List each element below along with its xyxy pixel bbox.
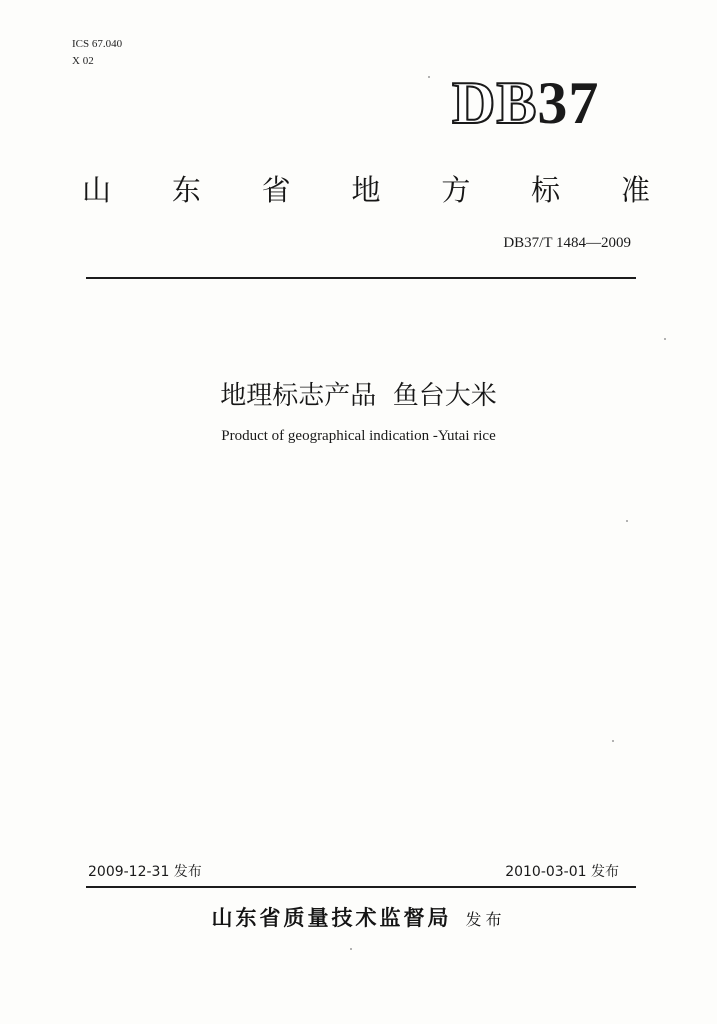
document-title-english: Product of geographical indication -Yutai rice	[221, 428, 496, 444]
standard-number: DB37/T 1484—2009	[503, 235, 631, 251]
bottom-divider	[86, 886, 636, 888]
ccs-code: X 02	[72, 55, 94, 67]
scan-speck	[612, 740, 614, 742]
top-divider	[86, 277, 636, 279]
standard-type-char: 东	[171, 173, 201, 207]
scan-speck	[626, 520, 628, 522]
scan-speck	[350, 948, 352, 950]
standard-type-char: 标	[531, 173, 561, 207]
ics-code: ICS 67.040	[72, 38, 123, 50]
db37-logo	[452, 68, 599, 138]
standard-type-char: 方	[441, 173, 471, 207]
standard-type-char: 地	[351, 173, 381, 207]
standard-type-char: 山	[82, 173, 112, 207]
publisher-suffix: 发布	[465, 910, 506, 929]
logo-digits: 37	[537, 70, 600, 136]
document-title-chinese: 地理标志产品 鱼台大米	[220, 381, 497, 411]
issue-date: 2009-12-31 发布	[88, 864, 202, 880]
standard-type-char: 准	[620, 173, 650, 207]
implementation-date: 2010-03-01 发布	[505, 864, 619, 880]
logo-letters: DB	[452, 70, 538, 136]
standard-type-char: 省	[261, 173, 291, 207]
scan-speck	[664, 338, 666, 340]
publisher-line	[0, 902, 717, 936]
scan-speck	[428, 76, 430, 78]
classification-codes	[72, 36, 122, 70]
publisher-name: 山东省质量技术监督局	[211, 906, 452, 930]
standard-type-heading	[82, 170, 650, 210]
